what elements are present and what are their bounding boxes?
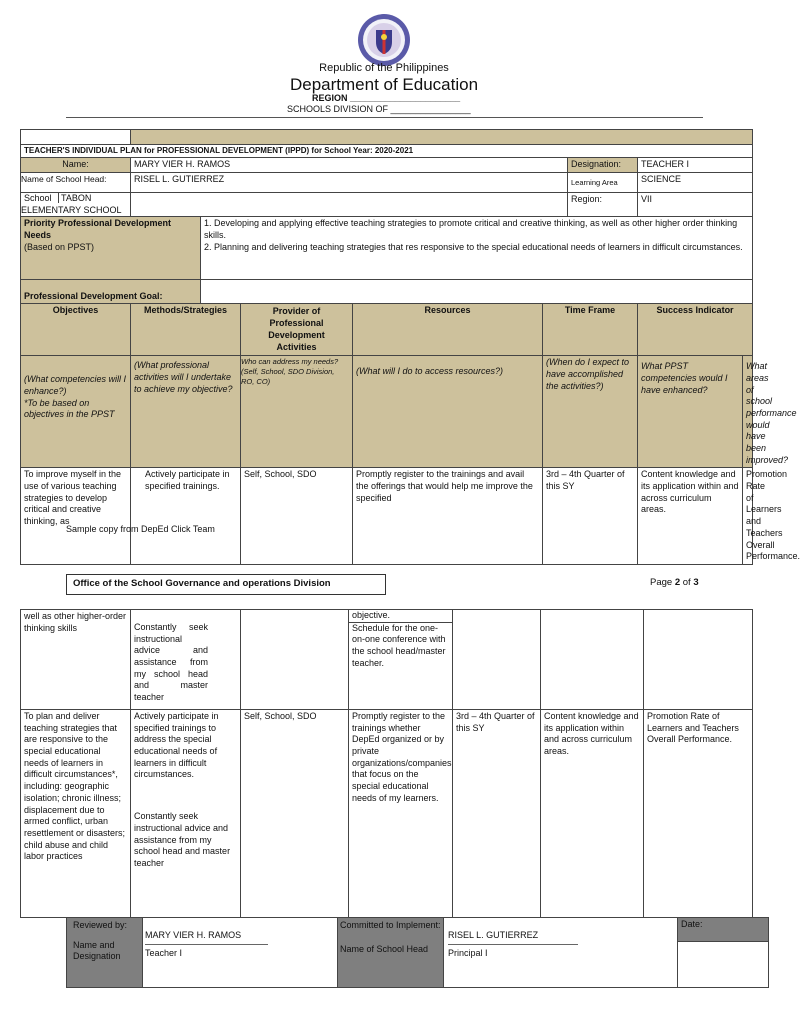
committed-cell: [338, 918, 444, 988]
row1-resource: Promptly register to the trainings and avail the offerings that would help me improve the specified: [353, 468, 543, 565]
footer-note: Sample copy from DepEd Click Team: [66, 524, 215, 534]
col-resources: Resources: [353, 304, 543, 356]
signoff-head-title: Principal I: [448, 947, 488, 958]
date-cell: [678, 918, 769, 988]
goal-value: [201, 280, 753, 304]
division-line: SCHOOLS DIVISION OF ________________: [287, 104, 471, 114]
col-provider: Provider of Professional Development Activities: [241, 304, 353, 356]
region-value: VII: [638, 193, 753, 217]
guide-methods: (What professional activities will I undertake to achieve my objective?: [131, 356, 241, 468]
region-label: Region:: [568, 193, 638, 217]
name-of-head-label: Name of School Head: [340, 943, 429, 954]
page-of: of: [680, 577, 694, 588]
priority-sub: (Based on PPST): [24, 241, 95, 252]
col-success: Success Indicator: [638, 304, 753, 356]
row1-objective: To improve myself in the use of various teaching strategies to develop critical and creative thinking, as: [21, 468, 131, 565]
office-box: Office of the School Governance and operations Division: [66, 574, 386, 595]
committed-label: Committed to Implement:: [340, 920, 441, 930]
row1-school: Promotion Rate of Learners and Teachers Overall Performance.: [743, 468, 753, 565]
goal-label: Professional Development Goal:: [21, 280, 201, 304]
guide-time-frame: (When do I expect to have accomplished the activities?): [543, 356, 638, 468]
priority-item-2: 2. Planning and delivering teaching strategies that res responsive to the special educational needs of learners in difficult circumstances.: [204, 241, 743, 252]
reviewed-cell: [67, 918, 143, 988]
col-methods: Methods/Strategies: [131, 304, 241, 356]
priority-label: Priority Professional Development Needs: [24, 218, 172, 241]
page-prefix: Page: [650, 577, 675, 588]
row1-method: Actively participate in specified trainings.: [131, 468, 241, 565]
guide-provider: Who can address my needs? (Self, School, SDO Division, RO, CO): [241, 356, 353, 468]
header-rule: [66, 117, 703, 118]
p2-row1-resource-b: Schedule for the one-on-one conference with the school head/master teacher.: [352, 622, 446, 668]
name-label: Name:: [21, 158, 131, 173]
guide-school: What areas of school performance would have been improved?: [743, 356, 753, 468]
signoff-table: [66, 917, 769, 988]
p2-row2-method: [131, 710, 241, 918]
p2-row2-ppst: Content knowledge and its application within and across curriculum areas.: [541, 710, 644, 918]
p2-row2-school: Promotion Rate of Learners and Teachers Overall Performance.: [644, 710, 753, 918]
col-objectives: Objectives: [21, 304, 131, 356]
p2-row1-objective: [21, 610, 131, 710]
ippd-table-page-2: [20, 609, 753, 918]
school-label: School: [24, 193, 52, 204]
school-empty: [131, 193, 568, 217]
region-line: REGION ______________________: [312, 93, 461, 103]
reviewer-title: Teacher I: [145, 947, 183, 958]
guide-resources: (What will I do to access resources?): [353, 356, 543, 468]
p2-row1-provider: [241, 610, 349, 710]
designation-value: TEACHER I: [638, 158, 753, 173]
guide-objectives: (What competencies will I enhance?) *To be based on objectives in the PPST: [21, 356, 131, 468]
p2-row2-time: 3rd – 4th Quarter of this SY: [453, 710, 541, 918]
date-label: Date:: [678, 918, 768, 942]
row1-provider: Self, School, SDO: [241, 468, 353, 565]
p2-row1-resource: [349, 610, 453, 710]
blank-tan-cell: [131, 130, 753, 145]
priority-item-1: 1. Developing and applying effective teaching strategies to promote critical and creative thinking, as well as other higher order thinking skills.: [204, 218, 738, 241]
republic-line: Republic of the Philippines: [319, 62, 449, 74]
reviewer-name: MARY VIER H. RAMOS: [145, 930, 268, 945]
p2-row1-objective-text: well as other higher-order thinking skills: [24, 611, 127, 633]
p2-row1-resource-a: objective.: [349, 610, 452, 623]
row1-ppst: Content knowledge and its application within and across curriculum areas.: [638, 468, 743, 565]
department-title: Department of Education: [289, 75, 479, 94]
p2-row1-time: [453, 610, 541, 710]
p2-row1-method: Constantly seek instructional advice and assistance from my school head and master teacher: [131, 610, 241, 710]
p2-row1-school: [644, 610, 753, 710]
p2-row2-provider: Self, School, SDO: [241, 710, 349, 918]
p2-row2-method-a: Actively participate in specified trainings to address the special educational needs of learners in difficult circumstances.: [134, 711, 219, 780]
deped-seal-logo: [357, 13, 411, 67]
page-total: 3: [693, 577, 699, 588]
school-row-label-cell: [21, 193, 131, 217]
ippd-table-page-1: [20, 129, 800, 565]
p2-row2-method-b: Constantly seek instructional advice and assistance from my school head and master teacher: [134, 811, 231, 868]
learning-area-value: SCIENCE: [638, 173, 753, 193]
priority-needs-cell: [21, 217, 201, 280]
name-designation-label: Name and Designation: [73, 939, 121, 962]
head-value: RISEL L. GUTIERREZ: [131, 173, 568, 193]
p2-row2-resource: Promptly register to the trainings whether DepEd organized or by private organizations/companies that focus on the special educational needs of my learners.: [349, 710, 453, 918]
reviewed-by-label: Reviewed by:: [73, 920, 128, 930]
designation-label: Designation:: [568, 158, 638, 173]
page-current: 2: [674, 577, 681, 588]
col-time-frame: Time Frame: [543, 304, 638, 356]
blank-cell: [21, 130, 131, 145]
head-label: Name of School Head:: [21, 173, 131, 193]
page-indicator: [650, 577, 699, 589]
p2-row1-ppst: [541, 610, 644, 710]
priority-list-cell: [201, 217, 753, 280]
signoff-head-name: RISEL L. GUTIERREZ: [448, 930, 578, 945]
learning-area-label: Learning Area: [568, 173, 638, 193]
school-value: TABON ELEMENTARY SCHOOL: [21, 193, 122, 215]
p2-row2-objective: To plan and deliver teaching strategies that are responsive to the special educational needs of learners in difficult circumstances*, including: geographic isolation; chronic illness; displacement due to armed conflict, urban resettlement or disasters; child abuse and child labor practices: [21, 710, 131, 918]
guide-ppst: What PPST competencies would I have enhanced?: [638, 356, 743, 468]
row1-time: 3rd – 4th Quarter of this SY: [543, 468, 638, 565]
name-value: MARY VIER H. RAMOS: [131, 158, 568, 173]
reviewer-cell: [143, 918, 338, 988]
plan-title: TEACHER'S INDIVIDUAL PLAN for PROFESSIONAL DEVELOPMENT (IPPD) for School Year: 2020-2021: [21, 145, 753, 158]
head-cell: [444, 918, 678, 988]
